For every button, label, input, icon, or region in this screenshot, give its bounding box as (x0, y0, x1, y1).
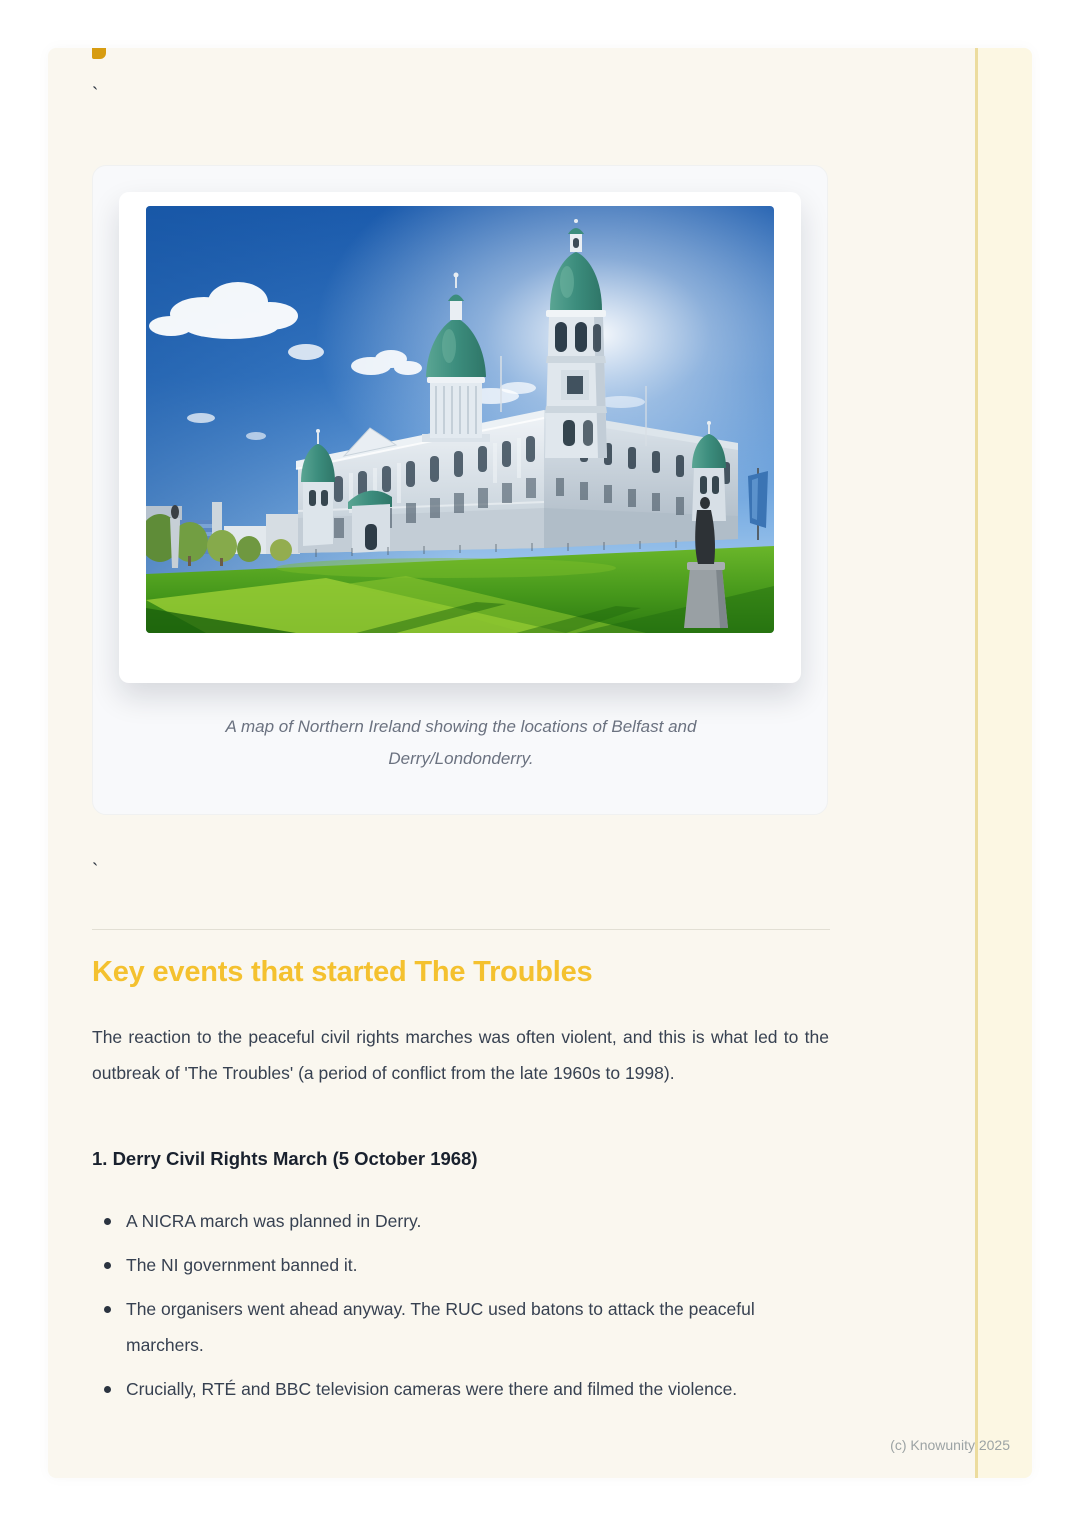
section-heading: Key events that started The Troubles (92, 956, 593, 988)
belfast-city-hall-photo (146, 206, 774, 633)
bullet-list (92, 1203, 829, 1415)
figure-caption: A map of Northern Ireland showing the locations of Belfast and Derry/Londonderry. (225, 717, 697, 768)
bullet-dot (104, 1386, 111, 1393)
gold-bookmark-fragment (92, 48, 106, 59)
section-divider (92, 929, 830, 930)
bullet-text: A NICRA march was planned in Derry. (126, 1211, 422, 1231)
photo-frame (119, 192, 801, 683)
bullet-text: The organisers went ahead anyway. The RUC used batons to attack the peaceful marchers. (126, 1299, 755, 1355)
copyright-footer: (c) Knowunity 2025 (890, 1437, 1010, 1453)
subsection-heading: 1. Derry Civil Rights March (5 October 1968) (92, 1148, 478, 1169)
bullet-text: Crucially, RTÉ and BBC television cameras were there and filmed the violence. (126, 1379, 738, 1399)
intro-paragraph: The reaction to the peaceful civil rights marches was often violent, and this is what led to the outbreak of 'The Troubles' (a period of conflict from the late 1960s to 1998). (92, 1027, 829, 1083)
bullet-item (92, 1371, 829, 1407)
stray-backtick-top: ` (92, 85, 99, 106)
bullet-dot (104, 1306, 111, 1313)
figure-card (92, 165, 828, 815)
document-sheet (48, 48, 1032, 1478)
bullet-item (92, 1247, 829, 1283)
bullet-dot (104, 1218, 111, 1225)
bullet-item (92, 1291, 829, 1363)
bullet-item (92, 1203, 829, 1239)
right-accent-band (975, 48, 1032, 1478)
stray-backtick-bottom: ` (92, 861, 99, 882)
bullet-text: The NI government banned it. (126, 1255, 358, 1275)
bullet-dot (104, 1262, 111, 1269)
